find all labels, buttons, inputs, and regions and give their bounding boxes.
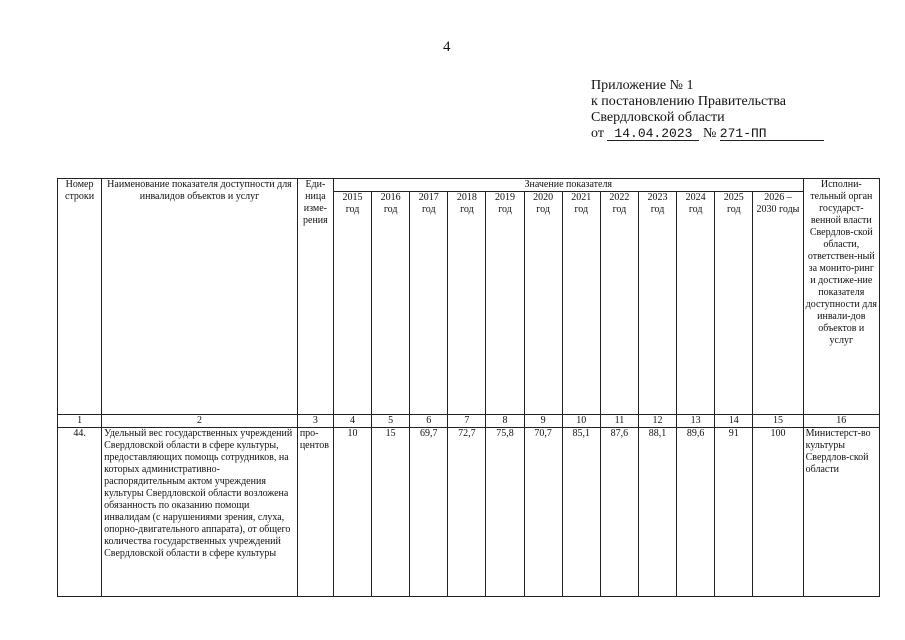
column-number: 13 [677,415,715,428]
row-value: 72,7 [448,428,486,597]
row-value: 70,7 [524,428,562,597]
column-number: 3 [297,415,333,428]
appendix-region-line: Свердловской области [591,110,725,125]
header-executor: Исполни-тельный орган государст-венной власти Свердлов-ской области, ответствен-ный за монито-ринг и достиже-ние показателя доступности для инвали-дов объектов и услуг [803,179,879,415]
row-value: 100 [753,428,803,597]
column-number: 16 [803,415,879,428]
column-number: 8 [486,415,524,428]
row-indicator-name: Удельный вес государственных учреждений Свердловской области в сфере культуры, предоставляющих помощь сотрудников, на которых административно-распорядительным актом учреждения культуры Свердловской области возложена обязанность по оказанию помощи инвалидам (с нарушениями зрения, слуха, опорно-двигательного аппарата), от общего количества государственных учреждений Свердловской области в сфере культуры [102,428,298,597]
row-value: 89,6 [677,428,715,597]
header-year: 2019 год [486,192,524,415]
column-number: 4 [333,415,371,428]
row-value: 69,7 [410,428,448,597]
header-year: 2018 год [448,192,486,415]
header-year: 2024 год [677,192,715,415]
header-value-group: Значение показателя [333,179,803,192]
table-row [58,428,880,597]
column-number: 14 [715,415,753,428]
column-number: 10 [562,415,600,428]
appendix-date-line [591,126,824,142]
appendix-title: Приложение № 1 [591,78,694,93]
indicators-table [57,178,880,597]
column-number: 9 [524,415,562,428]
column-number: 7 [448,415,486,428]
column-number: 11 [600,415,638,428]
header-row-number: Номер строки [58,179,102,415]
header-year: 2026 – 2030 годы [753,192,803,415]
resolution-date: 14.04.2023 [607,127,699,141]
header-year: 2025 год [715,192,753,415]
header-year: 2020 год [524,192,562,415]
header-year: 2015 год [333,192,371,415]
row-value: 15 [372,428,410,597]
row-executor: Министерст-во культуры Свердлов-ской области [803,428,879,597]
column-number: 5 [372,415,410,428]
row-value: 91 [715,428,753,597]
header-year: 2021 год [562,192,600,415]
row-unit: про-центов [297,428,333,597]
row-value: 88,1 [638,428,676,597]
header-unit: Еди-ница изме-рения [297,179,333,415]
row-value: 10 [333,428,371,597]
column-number: 12 [638,415,676,428]
column-number: 1 [58,415,102,428]
header-year: 2017 год [410,192,448,415]
row-value: 75,8 [486,428,524,597]
header-indicator-name: Наименование показателя доступности для инвалидов объектов и услуг [102,179,298,415]
column-number: 2 [102,415,298,428]
column-number: 6 [410,415,448,428]
number-prefix: № [702,126,717,141]
row-number: 44. [58,428,102,597]
header-year: 2016 год [372,192,410,415]
resolution-number: 271-ПП [720,127,824,141]
date-prefix: от [591,126,604,141]
row-value: 87,6 [600,428,638,597]
row-value: 85,1 [562,428,600,597]
appendix-resolution-line: к постановлению Правительства [591,94,787,109]
header-year: 2022 год [600,192,638,415]
appendix-header [591,78,824,142]
header-year: 2023 год [638,192,676,415]
page-number: 4 [443,39,451,55]
column-number-row [58,415,880,428]
column-number: 15 [753,415,803,428]
